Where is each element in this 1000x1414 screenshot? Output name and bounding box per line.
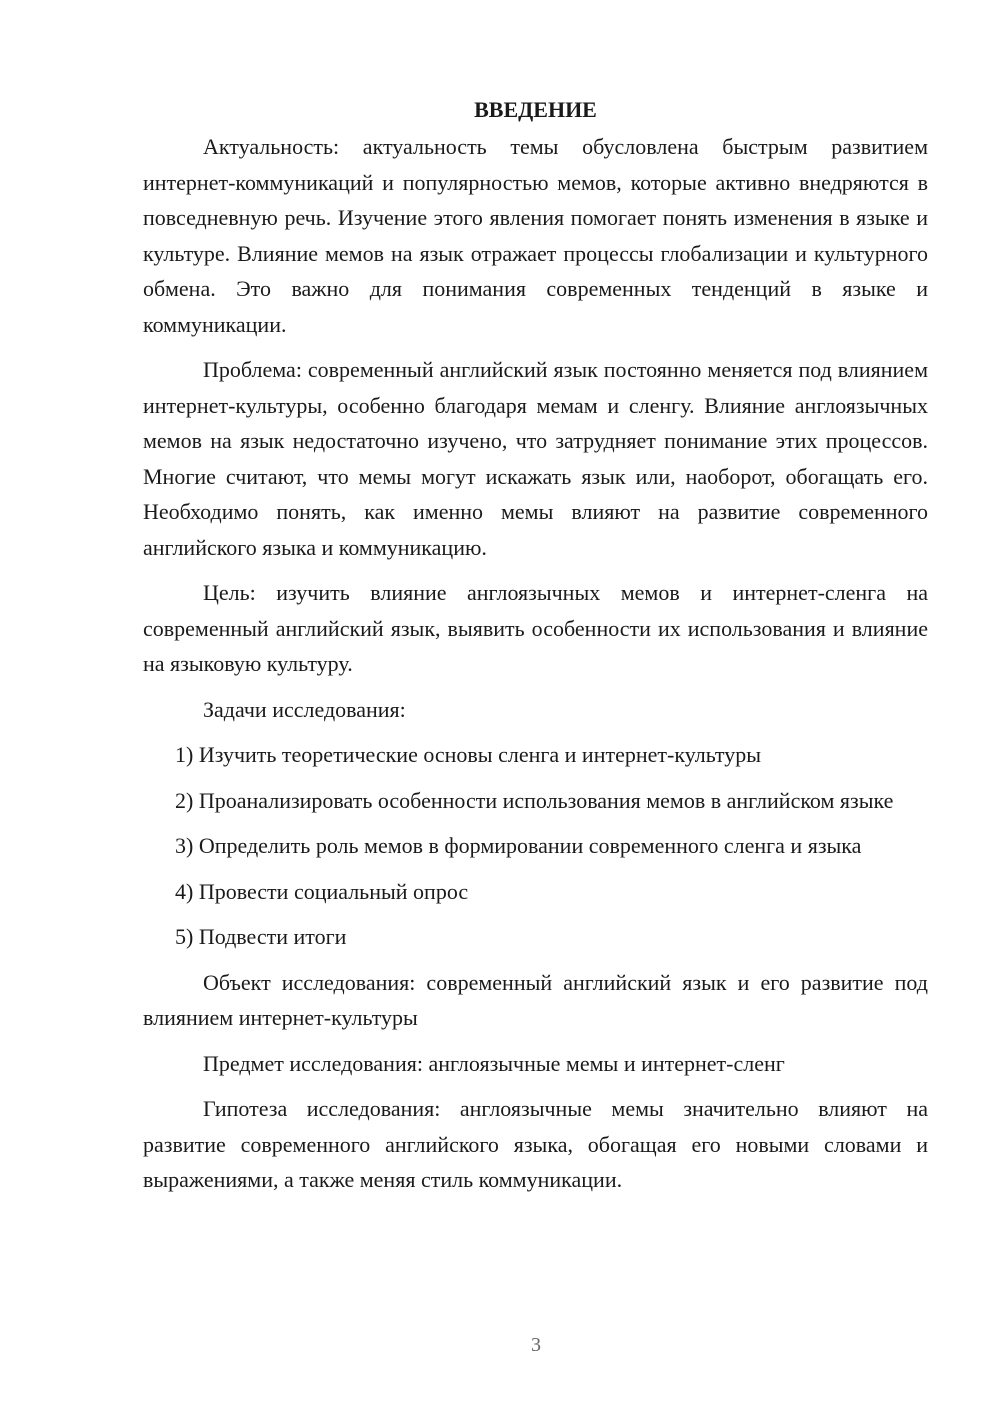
page-number: 3 [531, 1334, 541, 1356]
problem-paragraph: Проблема: современный английский язык постоянно меняется под влиянием интернет-культуры, особенно благодаря мемам и сленгу. Влияние англоязычных мемов на язык недостаточно изучено, что затрудняет понимание этих процессов. Многие считают, что мемы могут искажать язык или, наоборот, обогащать его. Необходимо понять, как именно мемы влияют на развитие современного английского языка и коммуникацию. [143, 357, 928, 560]
goal-paragraph: Цель: изучить влияние англоязычных мемов и интернет-сленга на современный английский язык, выявить особенности их использования и влияние на языковую культуру. [143, 580, 928, 676]
task-item: 1) Изучить теоретические основы сленга и интернет-культуры [175, 742, 762, 767]
hypothesis-paragraph: Гипотеза исследования: англоязычные мемы значительно влияют на развитие современного английского языка, обогащая его новыми словами и выражениями, а также меняя стиль коммуникации. [143, 1096, 928, 1192]
document-page [143, 92, 928, 1208]
task-item: 4) Провести социальный опрос [175, 878, 469, 904]
relevance-paragraph: Актуальность: актуальность темы обусловлена быстрым развитием интернет-коммуникаций и популярностью мемов, которые активно внедряются в повседневную речь. Изучение этого явления помогает понять изменения в языке и культуре. Влияние мемов на язык отражает процессы глобализации и культурного обмена. Это важно для понимания современных тенденций в языке и коммуникации. [143, 134, 928, 337]
tasks-heading: Задачи исследования: [203, 696, 406, 722]
object-paragraph: Объект исследования: современный английский язык и его развитие под влиянием интернет-культуры [143, 969, 928, 1030]
subject-paragraph: Предмет исследования: англоязычные мемы и интернет-сленг [203, 1050, 785, 1076]
section-title: ВВЕДЕНИЕ [474, 97, 597, 122]
task-item: 3) Определить роль мемов в формировании современного сленга и языка [175, 833, 862, 858]
task-item: 5) Подвести итоги [175, 924, 347, 949]
task-item: 2) Проанализировать особенности использования мемов в английском языке [175, 787, 894, 813]
